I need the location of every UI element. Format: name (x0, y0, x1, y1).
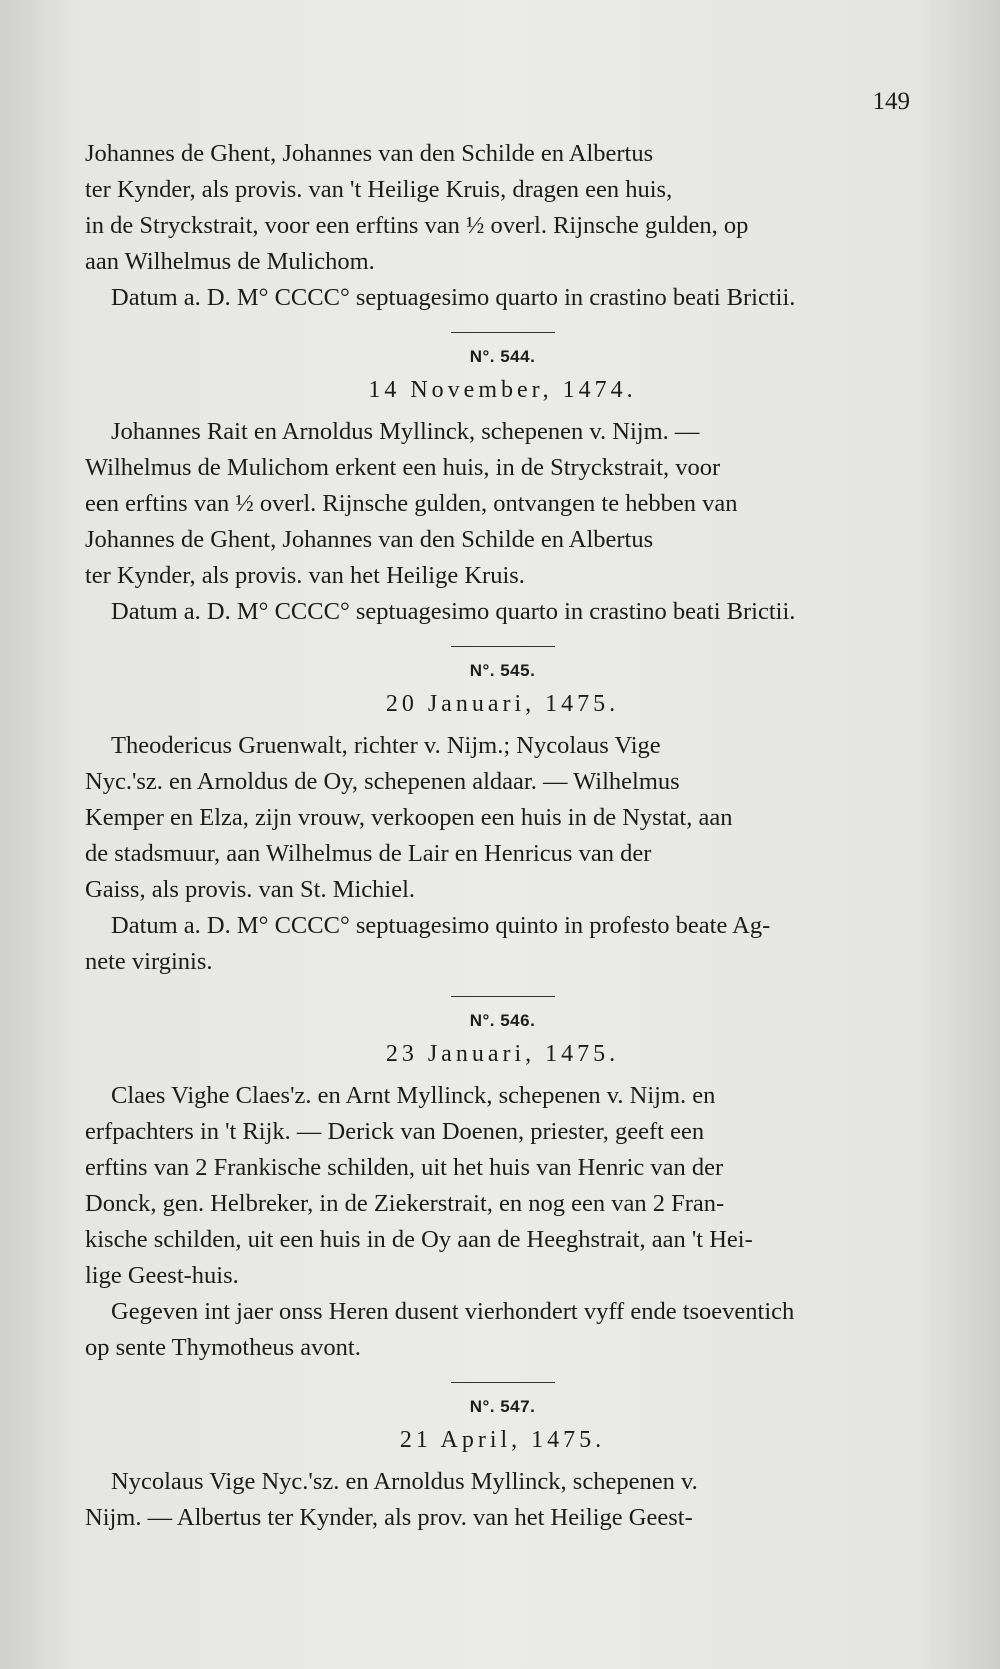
entry-line: Nijm. — Albertus ter Kynder, als prov. van het Heilige Geest- (85, 1504, 693, 1531)
entry-line: erfpachters in 't Rijk. — Derick van Doenen, priester, geeft een (85, 1118, 705, 1145)
intro-paragraph (85, 136, 920, 316)
entry-line: een erftins van ½ overl. Rijnsche gulden, ontvangen te hebben van (85, 490, 738, 517)
entry-body (85, 414, 920, 630)
entry-date: 23 Januari, 1475. (385, 1041, 620, 1067)
entry-date: 14 November, 1474. (368, 377, 637, 403)
separator-rule (451, 1382, 555, 1383)
entry-number: N°. 547. (469, 1397, 536, 1416)
intro-datum: Datum a. D. M° CCCC° septuagesimo quarto in crastino beati Brictii. (111, 284, 796, 311)
intro-line: in de Stryckstrait, voor een erftins van ½ overl. Rijnsche gulden, op (85, 212, 749, 239)
entry-number: N°. 546. (469, 1011, 536, 1030)
page-number: 149 (872, 88, 910, 115)
entry-line: kische schilden, uit een huis in de Oy aan de Heeghstrait, aan 't Hei- (85, 1226, 753, 1253)
entry-body (85, 728, 920, 980)
entry-line: Kemper en Elza, zijn vrouw, verkoopen een huis in de Nystat, aan (85, 804, 733, 831)
entry-line: erftins van 2 Frankische schilden, uit het huis van Henric van der (85, 1154, 724, 1181)
entry-date: 21 April, 1475. (399, 1427, 606, 1453)
entry-line: Nycolaus Vige Nyc.'sz. en Arnoldus Myllinck, schepenen v. (111, 1468, 698, 1495)
entry-line: Claes Vighe Claes'z. en Arnt Myllinck, schepenen v. Nijm. en (111, 1082, 716, 1109)
entry-date: 20 Januari, 1475. (385, 691, 620, 717)
entry-line: de stadsmuur, aan Wilhelmus de Lair en Henricus van der (85, 840, 652, 867)
entry-closing: op sente Thymotheus avont. (85, 1334, 361, 1361)
separator-rule (451, 646, 555, 647)
entry-body (85, 1078, 920, 1366)
entry-closing: Datum a. D. M° CCCC° septuagesimo quinto in profesto beate Ag- (111, 912, 771, 939)
entry-545 (85, 661, 920, 980)
intro-line: aan Wilhelmus de Mulichom. (85, 248, 375, 275)
entry-line: Nyc.'sz. en Arnoldus de Oy, schepenen aldaar. — Wilhelmus (85, 768, 680, 795)
entry-line: Theodericus Gruenwalt, richter v. Nijm.; Nycolaus Vige (111, 732, 661, 759)
entry-number: N°. 544. (469, 347, 536, 366)
intro-line: ter Kynder, als provis. van 't Heilige Kruis, dragen een huis, (85, 176, 673, 203)
intro-line: Johannes de Ghent, Johannes van den Schilde en Albertus (85, 140, 654, 167)
entry-closing: Datum a. D. M° CCCC° septuagesimo quarto in crastino beati Brictii. (111, 598, 796, 625)
entry-line: ter Kynder, als provis. van het Heilige Kruis. (85, 562, 525, 589)
entry-line: Donck, gen. Helbreker, in de Ziekerstrait, en nog een van 2 Fran- (85, 1190, 725, 1217)
entry-line: Wilhelmus de Mulichom erkent een huis, in de Stryckstrait, voor (85, 454, 721, 481)
entry-546 (85, 1011, 920, 1366)
separator-rule (451, 332, 555, 333)
entry-line: Johannes Rait en Arnoldus Myllinck, schepenen v. Nijm. — (111, 418, 700, 445)
entry-line: lige Geest-huis. (85, 1262, 239, 1289)
entry-line: Gaiss, als provis. van St. Michiel. (85, 876, 416, 903)
entry-closing: nete virginis. (85, 948, 213, 975)
entry-closing: Gegeven int jaer onss Heren dusent vierhondert vyff ende tsoeventich (111, 1298, 795, 1325)
separator-rule (451, 996, 555, 997)
entry-544 (85, 347, 920, 630)
entry-body (85, 1464, 920, 1536)
entry-547 (85, 1397, 920, 1536)
entry-number: N°. 545. (469, 661, 536, 680)
entry-line: Johannes de Ghent, Johannes van den Schilde en Albertus (85, 526, 654, 553)
